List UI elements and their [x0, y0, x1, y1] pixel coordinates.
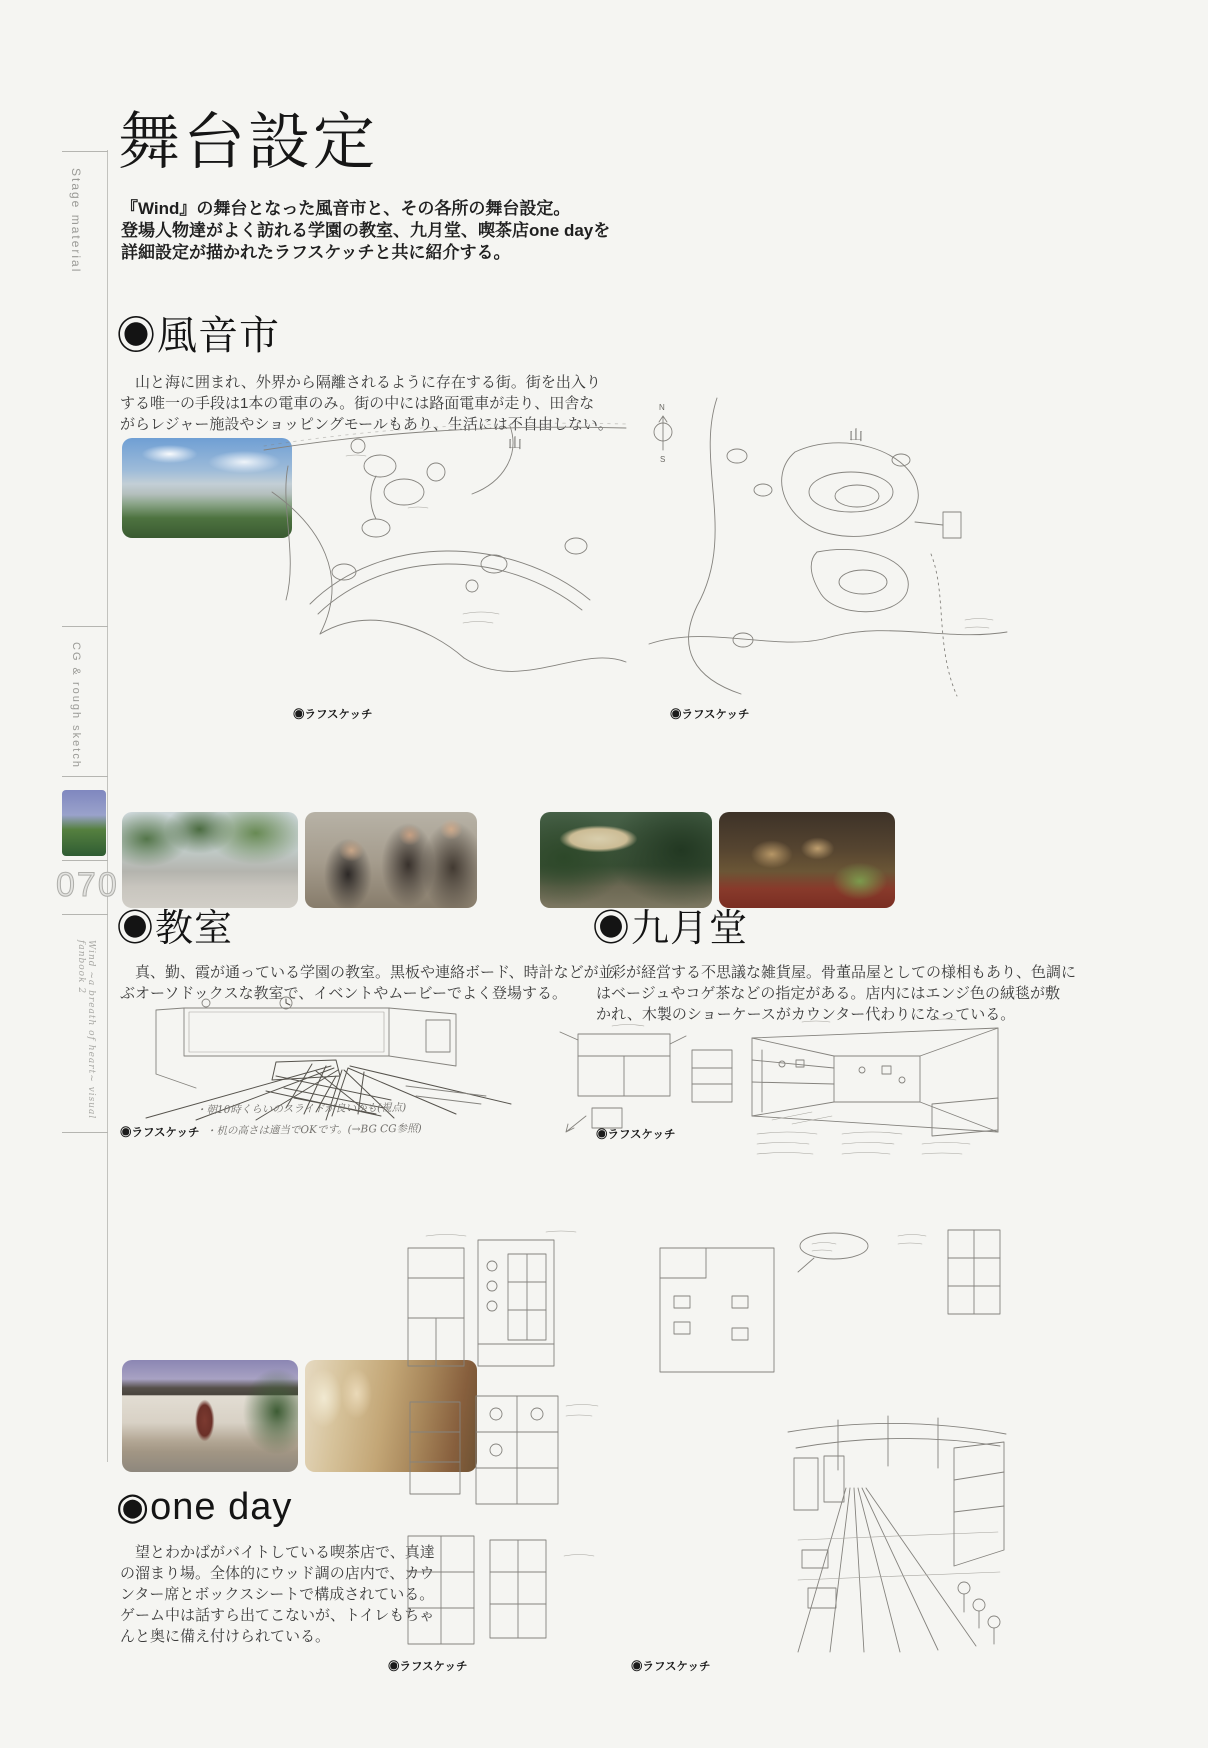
rough-sketch-caption: ◉ラフスケッチ: [596, 1129, 676, 1141]
page-number: 070: [56, 866, 119, 904]
sidebar-tick: [62, 914, 108, 915]
section-heading-classroom: ◉教室: [116, 908, 234, 950]
handwritten-note: ・朝10時くらいのスライドが良いかも(視点): [195, 1101, 407, 1117]
section-heading-kazane-city: ◉風音市: [116, 314, 280, 358]
body-line: かれ、木製のショーケースがカウンター代わりになっている。: [596, 1006, 1016, 1023]
kugetsudo-body: [596, 962, 1116, 1025]
sidebar-landscape-thumbnail: [62, 790, 106, 856]
oneday-exterior-photo: [122, 1360, 298, 1472]
body-line: はベージュやコゲ茶などの指定がある。店内にはエンジ色の絨毯が敷: [596, 985, 1061, 1002]
kugetsudo-exterior-photo: [540, 812, 712, 908]
rough-sketch-oneday-counter: [396, 1226, 646, 1661]
one-day-body: [120, 1542, 435, 1647]
intro-paragraph: [121, 198, 610, 264]
rough-sketch-caption: ◉ラフスケッチ: [670, 709, 750, 721]
body-line: ンター席とボックスシートで構成されている。: [120, 1586, 435, 1603]
intro-line: 詳細設定が描かれたラフスケッチと共に紹介する。: [121, 243, 511, 262]
intro-line: 登場人物達がよく訪れる学園の教室、九月堂、喫茶店one dayを: [121, 221, 611, 240]
body-line: 彩が経営する不思議な雑貨屋。骨董品屋としての様相もあり、色調に: [596, 964, 1077, 981]
intro-line: 『Wind』の舞台となった風音市と、その各所の舞台設定。: [121, 199, 571, 218]
compass-south-label: S: [660, 455, 666, 464]
page-title: 舞台設定: [118, 108, 379, 177]
sidebar-tick: [62, 776, 108, 777]
classroom-characters-photo: [305, 812, 477, 908]
map-label-mountain: 山: [849, 427, 863, 443]
rough-sketch-caption: ◉ラフスケッチ: [631, 1661, 711, 1673]
sidebar-tick: [62, 151, 108, 152]
section-heading-one-day: ◉one day: [116, 1486, 293, 1528]
sidebar-tick: [62, 626, 108, 627]
book-title-script: Wind ~a breath of heart~ visual fanbook 2: [76, 940, 96, 1120]
kugetsudo-interior-photo: [719, 812, 895, 908]
sidebar-chapter-label: CG & rough sketch: [70, 642, 82, 769]
body-line: がらレジャー施設やショッピングモールもあり、生活には不自由しない。: [120, 416, 613, 433]
map-label-mountain: 山: [508, 435, 522, 451]
rough-sketch-town-map-2: [645, 394, 1013, 706]
sidebar-vertical-rule: [107, 150, 108, 1462]
school-street-photo: [122, 812, 298, 908]
rough-sketch-caption: ◉ラフスケッチ: [293, 709, 373, 721]
body-line: する唯一の手段は1本の電車のみ。街の中には路面電車が走り、田舎な: [120, 395, 595, 412]
rough-sketch-caption: ◉ラフスケッチ: [120, 1127, 200, 1139]
rough-sketch-kugetsudo: [552, 1020, 1012, 1165]
body-line: の溜まり場。全体的にウッド調の店内で、カウ: [120, 1565, 435, 1582]
body-line: 望とわかばがバイトしている喫茶店で、真達: [120, 1544, 435, 1561]
body-line: 山と海に囲まれ、外界から隔離されるように存在する街。街を出入り: [120, 374, 601, 391]
handwritten-note: ・机の高さは適当でOKです。(→BG CG参照): [205, 1122, 422, 1138]
sidebar-tick: [62, 860, 108, 861]
rough-sketch-town-map-1: [258, 396, 633, 706]
rough-sketch-oneday-interior: [648, 1220, 1013, 1655]
section-heading-kugetsudo: ◉九月堂: [592, 908, 749, 950]
rough-sketch-caption: ◉ラフスケッチ: [388, 1661, 468, 1673]
sidebar-section-label: Stage material: [69, 168, 83, 274]
compass-north-label: N: [659, 403, 665, 412]
body-line: んと奥に備え付けられている。: [120, 1628, 331, 1645]
body-line: 真、勤、霞が通っている学園の教室。黒板や連絡ボード、時計などが並: [120, 964, 614, 981]
body-line: ぶオーソドックスな教室で、イベントやムービーでよく登場する。: [120, 985, 568, 1002]
sidebar-tick: [62, 1132, 108, 1133]
body-line: ゲーム中は話すら出てこないが、トイレもちゃ: [120, 1607, 435, 1624]
